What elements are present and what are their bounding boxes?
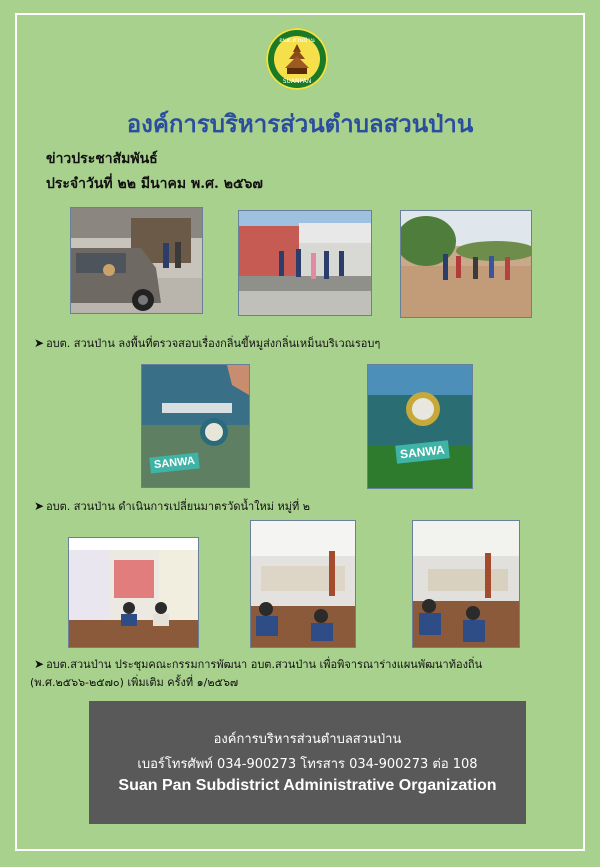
photo-farm-visit [238,210,372,316]
photo-truck-office [70,207,203,314]
section3-caption-line1: อบต.สวนป่าน ประชุมคณะกรรมการพัฒนา อบต.สวนป่าน เพื่อพิจารณาร่างแผนพัฒนาท้องถิ่น [46,658,483,671]
arrow-bullet-icon: ➤ [34,336,45,350]
temple-icon [284,44,310,74]
news-date: ประจำวันที่ ๒๒ มีนาคม พ.ศ. ๒๕๖๗ [46,176,263,192]
footer-contact-phone: เบอร์โทรศัพท์ 034-900273 โทรสาร 034-900273 ต่อ 108 [137,757,478,772]
photo-water-meter-install [141,364,250,488]
photo-meeting-2 [250,520,356,648]
footer-org-name-en: Suan Pan Subdistrict Administrative Organization [118,777,497,794]
arrow-bullet-icon: ➤ [34,657,45,671]
logo-bottom-text: SUANPAN [282,78,312,85]
news-subtitle: ข่าวประชาสัมพันธ์ [46,151,158,167]
section1-caption [34,334,380,352]
photo-water-meter-new [367,364,473,489]
footer-contact-box [89,701,526,824]
logo-top-text: อบต.สวนป่าน [279,37,315,44]
brand-label-2: SANWA [395,440,449,463]
section3-caption-line2: (พ.ศ.๒๕๖๖-๒๕๗๐) เพิ่มเติม ครั้งที่ ๑/๒๕๖๗ [30,676,239,689]
organization-logo [266,28,328,90]
section2-caption [34,497,310,515]
arrow-bullet-icon: ➤ [34,499,45,513]
section2-caption-text: อบต. สวนป่าน ดำเนินการเปลี่ยนมาตรวัดน้ำใหม่ หมู่ที่ ๒ [46,500,311,513]
photo-field-inspection [400,210,532,318]
page-title: องค์การบริหารส่วนตำบลสวนป่าน [126,110,474,138]
footer-org-name-th: องค์การบริหารส่วนตำบลสวนป่าน [213,732,402,747]
section1-caption-text: อบต. สวนป่าน ลงพื้นที่ตรวจสอบเรื่องกลิ่นขี้หมูส่งกลิ่นเหม็นบริเวณรอบๆ [46,337,381,350]
photo-meeting-1 [68,537,199,648]
brand-label: SANWA [149,452,199,473]
photo-meeting-3 [412,520,520,648]
section3-caption [34,655,482,673]
